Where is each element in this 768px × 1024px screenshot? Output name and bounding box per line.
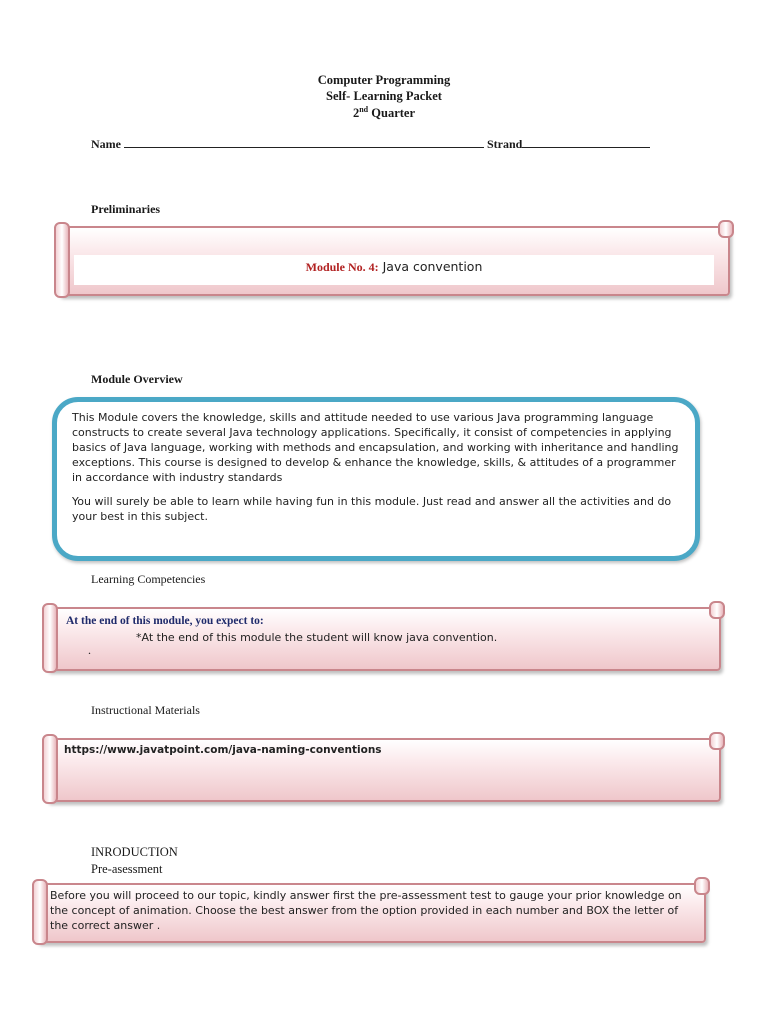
strand-label: Strand — [487, 137, 523, 151]
scroll-curl-left — [42, 734, 58, 804]
overview-paragraph-1: This Module covers the knowledge, skills and attitude needed to use various Java programming language constructs to create several Java technology applications. Specifically, it consist of competencies in applying basics of Java language, working with methods and encapsulation, and working with inheritance and handling exceptions. This course is designed to develop & enhance the knowledge, skills, & attitudes of a programmer in accordance with industry standards — [72, 411, 679, 484]
competencies-box-title: At the end of this module, you expect to: — [66, 615, 264, 627]
module-number: Module No. 4: — [305, 260, 379, 274]
quarter-word: Quarter — [368, 106, 415, 121]
instructional-materials-heading: Instructional Materials — [91, 703, 200, 717]
competency-item: *At the end of this module the student will know java convention. — [136, 631, 498, 644]
module-overview-heading: Module Overview — [91, 372, 183, 386]
quarter-label — [0, 105, 768, 121]
introduction-heading: INRODUCTION — [91, 845, 178, 859]
materials-banner — [46, 738, 721, 802]
scroll-curl-right — [718, 220, 734, 238]
competency-dot: . — [88, 643, 91, 657]
name-label: Name — [91, 137, 121, 151]
scroll-curl-right — [709, 732, 725, 750]
learning-competencies-heading: Learning Competencies — [91, 572, 206, 586]
name-strand-row — [91, 137, 691, 152]
name-field-line[interactable] — [124, 137, 484, 148]
materials-link[interactable]: https://www.javatpoint.com/java-naming-conventions — [64, 744, 382, 756]
module-name: Java convention — [378, 259, 483, 274]
module-overview-box — [52, 397, 700, 561]
document-title: Computer Programming — [317, 73, 451, 87]
strand-field-line[interactable] — [522, 137, 650, 148]
pre-assessment-heading: Pre-asessment — [91, 862, 163, 876]
pre-assessment-banner — [36, 883, 706, 943]
preliminaries-heading: Preliminaries — [91, 202, 161, 216]
quarter-number: 2 — [352, 106, 360, 121]
pre-assessment-instructions: Before you will proceed to our topic, kindly answer first the pre-assessment test to gauge your prior knowledge on the concept of animation. Choose the best answer from the option provided in each number and BOX the letter of the correct answer . — [50, 889, 682, 932]
module-banner — [58, 226, 730, 296]
document-subtitle: Self- Learning Packet — [326, 89, 442, 103]
competencies-banner — [46, 607, 721, 671]
scroll-curl-right — [694, 877, 710, 895]
scroll-curl-right — [709, 601, 725, 619]
module-title — [60, 258, 728, 276]
scroll-curl-left — [32, 879, 48, 945]
scroll-curl-left — [42, 603, 58, 673]
quarter-suffix: nd — [359, 105, 369, 114]
overview-paragraph-2: You will surely be able to learn while having fun in this module. Just read and answer all the activities and do your best in this subject. — [72, 495, 672, 523]
